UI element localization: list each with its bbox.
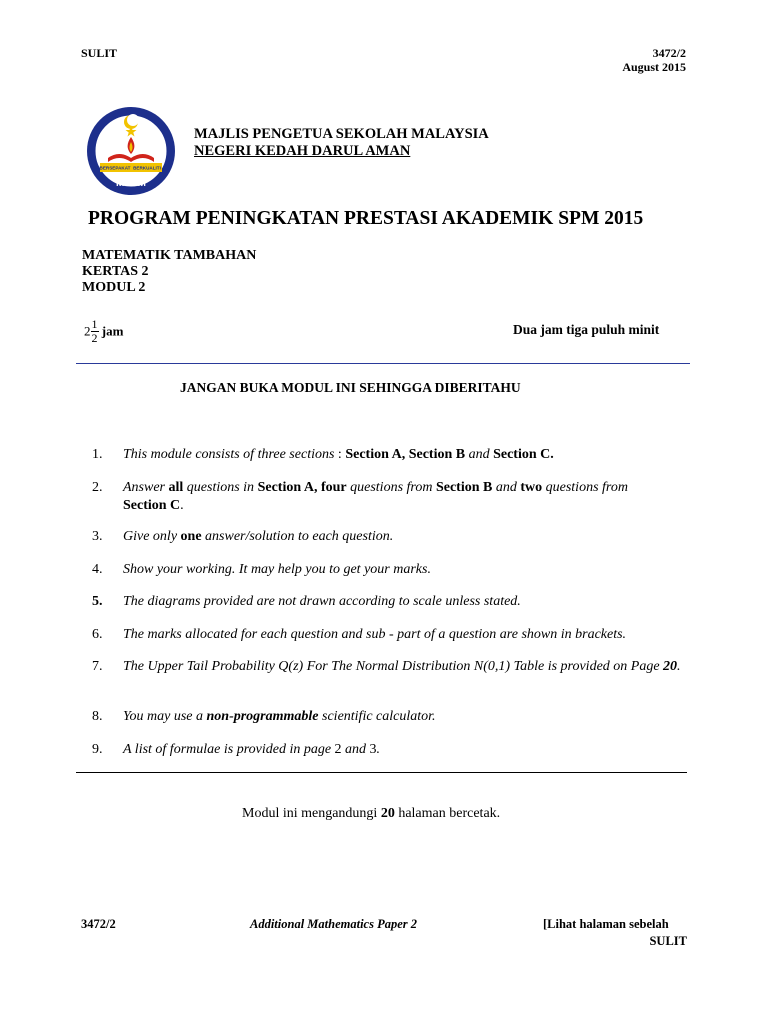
- footer-next-page: [Lihat halaman sebelah: [543, 917, 669, 931]
- instruction-number: 6.: [92, 627, 103, 642]
- footer-paper: Additional Mathematics Paper 2: [250, 917, 418, 931]
- instruction-text: The Upper Tail Probability Q(z) For The Normal Distribution N(0,1) Table is provided on Page 20.: [123, 659, 681, 674]
- duration-whole: 2: [84, 323, 91, 339]
- instruction-text: The marks allocated for each question and sub - part of a question are shown in brackets.: [123, 627, 627, 642]
- instruction-number: 8.: [92, 709, 103, 724]
- logo-banner-left: BERSEPAKAT: [99, 165, 131, 171]
- duration-half: [91, 318, 99, 345]
- instruction-number: 2.: [92, 480, 103, 495]
- page-count: 20: [380, 806, 395, 821]
- module-number: MODUL 2: [82, 280, 146, 295]
- instruction-number: 7.: [92, 659, 103, 674]
- instruction-text: The diagrams provided are not drawn according to scale unless stated.: [123, 594, 521, 609]
- duration-words: Dua jam tiga puluh minit: [513, 322, 660, 337]
- instruction-text: You may use a non-programmable scientific calculator.: [123, 709, 436, 724]
- header-date: August 2015: [622, 60, 686, 74]
- instruction-text: Show your working. It may help you to get your marks.: [123, 562, 431, 577]
- paper-number: KERTAS 2: [82, 264, 149, 279]
- instruction-number: 9.: [92, 742, 103, 757]
- instruction-text: Answer all questions in Section A, four questions from Section B and two questions from Section C.: [123, 480, 628, 513]
- mpsm-logo: [86, 106, 176, 196]
- instruction-number: 3.: [92, 529, 103, 544]
- instruction-number: 1.: [92, 447, 103, 462]
- pages-note: Modul ini mengandungi 20 halaman bercetak.: [242, 806, 501, 821]
- subject-name: MATEMATIK TAMBAHAN: [82, 248, 257, 263]
- page-title: PROGRAM PENINGKATAN PRESTASI AKADEMIK SPM 2015: [88, 208, 644, 229]
- council-line-1: MAJLIS PENGETUA SEKOLAH MALAYSIA: [194, 126, 489, 142]
- instruction-text: This module consists of three sections : Section A, Section B and Section C.: [123, 447, 554, 462]
- duration-fraction: [84, 318, 123, 345]
- divider-top: [76, 363, 690, 364]
- logo-banner-right: BERKUALITI: [133, 165, 161, 171]
- council-line-2: NEGERI KEDAH DARUL AMAN: [194, 143, 411, 159]
- footer-code: 3472/2: [81, 917, 116, 931]
- logo-banner: [100, 163, 162, 172]
- divider-bottom: [76, 772, 687, 773]
- council-name: [194, 126, 489, 160]
- fraction-numerator: 1: [91, 317, 98, 331]
- footer-sulit: SULIT: [649, 934, 687, 948]
- instruction-text: Give only one answer/solution to each question.: [123, 529, 394, 544]
- header-code: 3472/2: [652, 46, 686, 60]
- logo-text: MPSM: [116, 178, 146, 189]
- header-sulit: SULIT: [81, 46, 118, 60]
- fraction-denominator: 2: [91, 331, 98, 345]
- instruction-text: A list of formulae is provided in page 2 and 3.: [123, 742, 381, 757]
- instruction-number: 4.: [92, 562, 103, 577]
- warning-text: JANGAN BUKA MODUL INI SEHINGGA DIBERITAHU: [180, 380, 521, 395]
- subject-block: [82, 248, 256, 296]
- duration-unit: jam: [101, 323, 124, 339]
- instruction-number: 5.: [92, 594, 103, 609]
